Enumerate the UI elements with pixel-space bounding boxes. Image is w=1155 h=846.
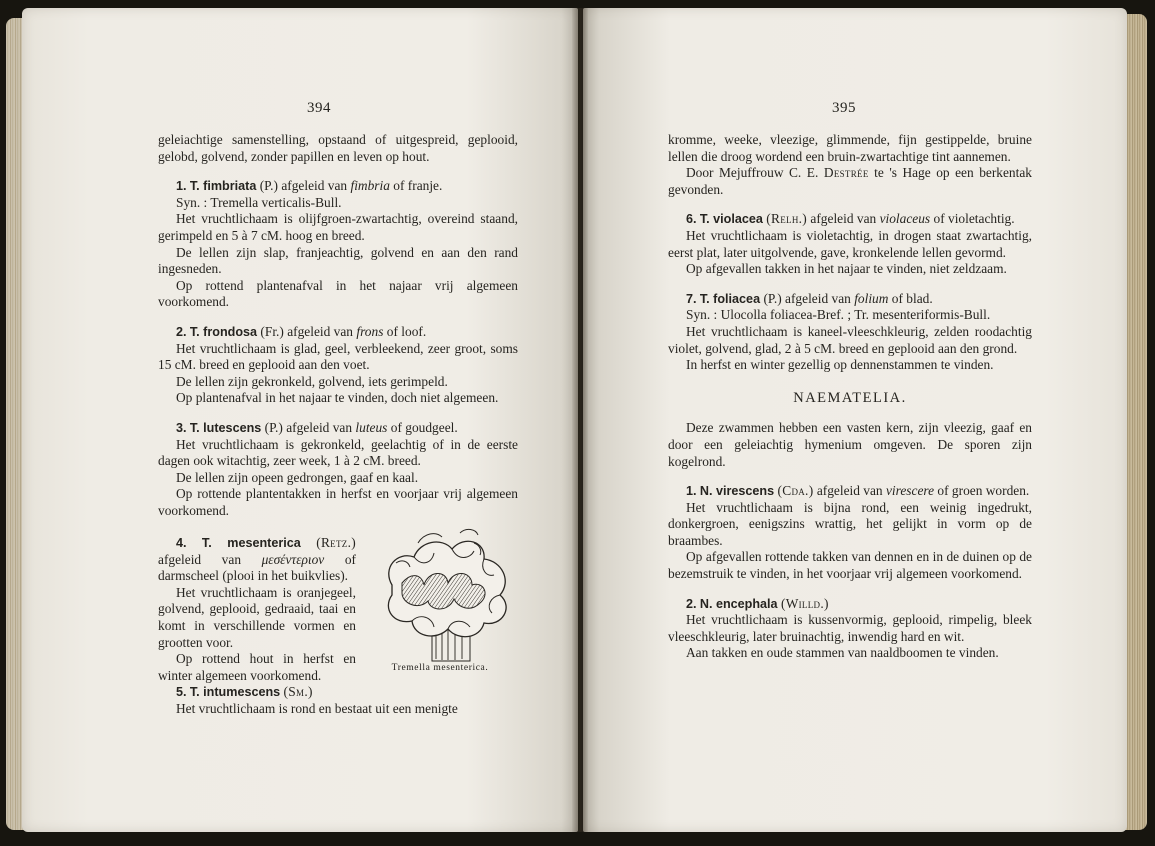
species-name: T. mesenterica	[201, 536, 301, 550]
etymology-word: virescere	[885, 483, 935, 499]
finder-name: Destrée	[823, 165, 869, 181]
etymology-prefix: afgeleid van	[785, 290, 851, 306]
section-heading: NAEMATELIA.	[793, 389, 907, 406]
etymology-prefix: afgeleid van	[281, 178, 348, 194]
description-paragraph: Het vruchtlichaam is violetachtig, in drogen staat zwartachtig, eerst plat, later uitgolvende, gave, kronkelende lellen gevormd.	[668, 227, 1032, 260]
etymology-suffix: of franje.	[393, 178, 443, 194]
description-paragraph: Het vruchtlichaam is gekronkeld, geelachtig of in de eerste dagen ook witachtig, zeer week, 1 à 2 cM. breed.	[158, 436, 518, 469]
species-name: T. frondosa	[189, 324, 258, 339]
description-paragraph: Het vruchtlichaam is oranjegeel, golvend, geplooid, gedraaid, taai en komt in verschillende vormen en grootten voor.	[158, 584, 356, 650]
author: (Sm.)	[283, 684, 313, 699]
description-paragraph: Op plantenafval in het najaar te vinden, doch niet algemeen.	[176, 390, 499, 406]
description-paragraph: Het vruchtlichaam is kussenvormig, geplooid, rimpelig, bleek vleeschkleurig, later bruinachtig, inwendig hard en wit.	[668, 612, 1032, 644]
description-paragraph: In herfst en winter gezellig op dennenstammen te vinden.	[686, 357, 994, 373]
entry-heading	[668, 291, 1032, 308]
etymology-word: frons	[356, 323, 384, 339]
species-name: T. intumescens	[189, 685, 281, 699]
description-paragraph: Het vruchtlichaam is rond en bestaat uit een menigte	[176, 700, 458, 716]
entry-heading	[158, 420, 518, 437]
continuation-paragraph: kromme, weeke, vleezige, glimmende, fijn gestippelde, bruine lellen die droog wordend een bruin-zwartachtige tint aannemen.	[668, 132, 1032, 164]
entry-number: 7.	[686, 291, 697, 306]
author: (P.)	[264, 419, 283, 435]
left-text-column	[158, 132, 518, 519]
description-paragraph: Op rottende plantentakken in herfst en voorjaar vrij algemeen voorkomend.	[158, 486, 518, 518]
etymology-word: violaceus	[879, 211, 931, 227]
entry-heading	[158, 324, 518, 341]
author: (P.)	[763, 290, 782, 306]
etymology-suffix: of blad.	[891, 290, 933, 306]
fungus-drawing-icon	[362, 523, 518, 663]
etymology-suffix: of violetachtig.	[933, 211, 1015, 227]
author: (Cda.)	[777, 483, 814, 499]
etymology-suffix: of loof.	[386, 323, 427, 339]
finder-prefix: Door Mejuffrouw C. E.	[686, 165, 819, 181]
description-paragraph: De lellen zijn opeen gedrongen, gaaf en kaal.	[176, 469, 419, 485]
figure-caption: Tremella mesenterica.	[391, 663, 489, 673]
tremella-illustration	[362, 523, 518, 673]
description-paragraph: Op rottend plantenafval in het najaar vrij algemeen voorkomend.	[158, 277, 518, 310]
etymology-suffix: of groen worden.	[937, 483, 1030, 499]
entry-number: 2.	[686, 596, 697, 611]
etymology-prefix: afgeleid van	[158, 551, 242, 567]
species-name: T. lutescens	[189, 420, 262, 435]
etymology-word: folium	[854, 290, 889, 306]
left-text-column-narrow	[158, 535, 356, 684]
entry-heading	[158, 535, 356, 585]
species-name: N. virescens	[699, 484, 775, 499]
description-paragraph: Op afgevallen takken in het najaar te vinden, niet zeldzaam.	[686, 261, 1007, 277]
book-spine-gutter	[572, 8, 588, 832]
entry-number: 6.	[686, 212, 697, 227]
left-text-column-bottom	[158, 684, 518, 717]
entry-heading	[158, 178, 518, 195]
description-paragraph: Het vruchtlichaam is bijna rond, een weinig ingedrukt, donkergroen, eenigszins wrattig, het gelijkt in vorm op de braambes.	[668, 499, 1032, 548]
description-paragraph: De lellen zijn slap, franjeachtig, golvend en aan den rand ingesneden.	[158, 244, 518, 277]
etymology-suffix: of goudgeel.	[390, 419, 458, 435]
entry-number: 2.	[176, 324, 187, 339]
etymology-prefix: afgeleid van	[816, 483, 883, 499]
section-intro: Deze zwammen hebben een vasten kern, zijn vleezig, gaaf en door een geleiachtig hymenium omgeven. De sporen zijn kogelrond.	[668, 420, 1032, 469]
entry-number: 1.	[686, 484, 697, 499]
description-paragraph: Op rottend hout in herfst en winter algemeen voorkomend.	[158, 651, 356, 683]
etymology-prefix: afgeleid van	[286, 419, 353, 435]
finder-suffix: te 's Hage op een berkentak gevonden.	[668, 165, 1032, 197]
etymology-word: luteus	[355, 419, 388, 435]
entry-heading	[668, 596, 1032, 613]
description-paragraph: De lellen zijn gekronkeld, golvend, iets gerimpeld.	[176, 373, 448, 389]
page-number-right: 395	[832, 100, 856, 116]
description-paragraph: Op afgevallen rottende takken van dennen en in de duinen op de bezemstruik te vinden, in het voorjaar vrij algemeen voorkomend.	[668, 549, 1032, 582]
entry-heading	[668, 211, 1032, 228]
description-paragraph: Het vruchtlichaam is glad, geel, verbleekend, zeer groot, soms 15 cM. breed en geplooid aan den voet.	[158, 340, 518, 373]
right-page	[583, 8, 1127, 832]
entry-number: 3.	[176, 420, 187, 435]
species-name: T. foliacea	[699, 291, 761, 306]
entry-number: 4.	[176, 536, 187, 550]
species-name: T. fimbriata	[189, 179, 257, 194]
finder-paragraph	[668, 165, 1032, 198]
entry-number: 5.	[176, 685, 187, 699]
author: (Fr.)	[260, 323, 284, 339]
etymology-word: fimbria	[350, 178, 390, 194]
description-paragraph: Aan takken en oude stammen van naaldboomen te vinden.	[686, 645, 999, 661]
author: (P.)	[259, 178, 278, 194]
author: (Willd.)	[780, 595, 829, 611]
description-paragraph: Het vruchtlichaam is kaneel-vleeschkleurig, zelden roodachtig violet, golvend, glad, 2 à 5 cM. breed en geplooid aan den grond.	[668, 323, 1032, 356]
intro-paragraph: geleiachtige samenstelling, opstaand of uitgespreid, geplooid, gelobd, golvend, zonder papillen en leven op hout.	[158, 132, 518, 164]
entry-number: 1.	[176, 179, 187, 194]
entry-heading	[668, 483, 1032, 500]
description-paragraph: Het vruchtlichaam is olijfgroen-zwartachtig, overeind staand, gerimpeld en 5 à 7 cM. hoog en breed.	[158, 211, 518, 243]
entry-heading	[158, 684, 518, 701]
synonym-line: Syn. : Ulocolla foliacea-Bref. ; Tr. mesenteriformis-Bull.	[686, 307, 991, 323]
etymology-prefix: afgeleid van	[287, 323, 354, 339]
etymology-prefix: afgeleid van	[810, 211, 877, 227]
page-number-left: 394	[307, 100, 331, 116]
author: (Relh.)	[766, 211, 808, 227]
author: (Retz.)	[316, 535, 356, 550]
etymology-word: μεσέντεριον	[261, 551, 325, 567]
species-name: T. violacea	[699, 212, 763, 227]
left-page	[22, 8, 578, 832]
right-text-column	[668, 132, 1032, 662]
etymology-suffix: of darmscheel (plooi in het buikvlies).	[158, 551, 356, 584]
species-name: N. encephala	[699, 596, 778, 611]
synonym-line: Syn. : Tremella verticalis-Bull.	[176, 194, 342, 210]
